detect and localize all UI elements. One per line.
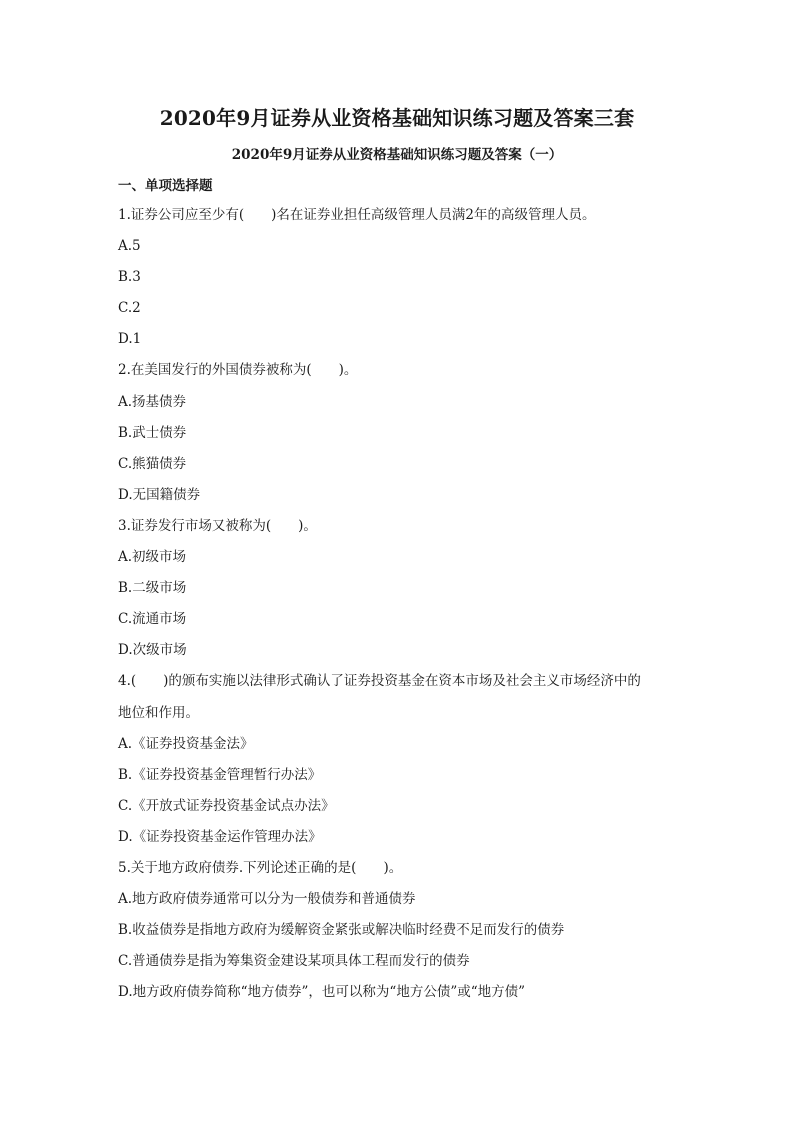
answer-option: C.《开放式证券投资基金试点办法》 [118, 797, 335, 814]
answer-option: C.流通市场 [118, 611, 187, 628]
question-stem: 3.证券发行市场又被称为( )。 [118, 517, 317, 534]
question-stem: 4.( )的颁布实施以法律形式确认了证券投资基金在资本市场及社会主义市场经济中的 [118, 673, 641, 690]
answer-option: C.熊猫债券 [118, 455, 187, 472]
answer-option: D.《证券投资基金运作管理办法》 [118, 828, 322, 845]
answer-option: A.《证券投资基金法》 [118, 735, 254, 752]
answer-option: D.次级市场 [118, 642, 187, 659]
answer-option: A.5 [118, 238, 141, 255]
answer-option: A.初级市场 [118, 549, 187, 566]
document-title: 2020年9月证券从业资格基础知识练习题及答案三套 [159, 106, 635, 130]
question-stem: 2.在美国发行的外国债券被称为( )。 [118, 362, 358, 379]
question-stem: 1.证券公司应至少有( )名在证券业担任高级管理人员满2年的高级管理人员。 [118, 207, 596, 223]
answer-option: C.2 [118, 300, 141, 317]
section-heading: 一、单项选择题 [118, 178, 213, 194]
answer-option: D.无国籍债券 [118, 486, 201, 503]
answer-option: B.二级市场 [118, 580, 187, 597]
answer-option: C.普通债券是指为筹集资金建设某项具体工程而发行的债券 [118, 953, 470, 970]
answer-option: B.3 [118, 269, 141, 286]
answer-option: A.地方政府债券通常可以分为一般债券和普通债券 [118, 891, 416, 908]
question-list [118, 205, 678, 1013]
question-stem-continuation: 地位和作用。 [118, 704, 199, 721]
question-stem: 5.关于地方政府债券.下列论述正确的是( )。 [118, 859, 403, 876]
document-subtitle: 2020年9月证券从业资格基础知识练习题及答案（一） [231, 147, 563, 163]
answer-option: B.收益债券是指地方政府为缓解资金紧张或解决临时经费不足而发行的债券 [118, 922, 565, 939]
answer-option: A.扬基债券 [118, 393, 187, 410]
answer-option: B.《证券投资基金管理暂行办法》 [118, 766, 322, 783]
answer-option: B.武士债券 [118, 424, 187, 441]
answer-option: D.地方政府债券简称“地方债券”，也可以称为“地方公债”或“地方债” [118, 984, 526, 1001]
answer-option: D.1 [118, 331, 142, 348]
